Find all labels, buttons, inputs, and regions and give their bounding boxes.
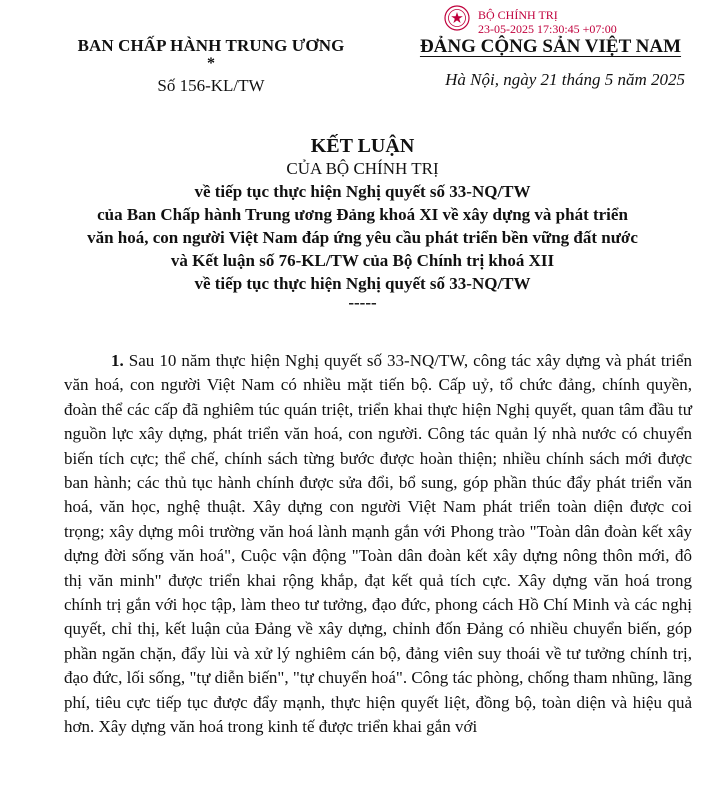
party-name: ĐẢNG CỘNG SẢN VIỆT NAM bbox=[419, 36, 682, 57]
document-number: Số 156-KL/TW bbox=[157, 76, 265, 95]
national-header bbox=[398, 36, 703, 90]
place-and-date: Hà Nội, ngày 21 tháng 5 năm 2025 bbox=[445, 70, 685, 89]
national-emblem-seal-icon bbox=[444, 5, 470, 31]
subject-line-2: của Ban Chấp hành Trung ương Đảng khoá XI về xây dựng và phát triển bbox=[97, 205, 628, 224]
subject-line-3: văn hoá, con người Việt Nam đáp ứng yêu cầu phát triển bền vững đất nước bbox=[87, 228, 638, 247]
subject-line-4: và Kết luận số 76-KL/TW của Bộ Chính trị khoá XII bbox=[170, 251, 555, 270]
subject-line-5: về tiếp tục thực hiện Nghị quyết số 33-NQ/TW bbox=[194, 274, 531, 293]
body-paragraph-1 bbox=[64, 349, 692, 740]
document-type: KẾT LUẬN bbox=[310, 135, 415, 157]
issuing-body-header bbox=[50, 36, 372, 96]
issuing-body-name: BAN CHẤP HÀNH TRUNG ƯƠNG bbox=[77, 36, 345, 55]
document-issuer: CỦA BỘ CHÍNH TRỊ bbox=[286, 159, 439, 178]
stamp-timestamp: 23-05-2025 17:30:45 +07:00 bbox=[478, 22, 617, 36]
subject-line-1: về tiếp tục thực hiện Nghị quyết số 33-NQ/TW bbox=[194, 182, 531, 201]
paragraph-text: Sau 10 năm thực hiện Nghị quyết số 33-NQ/TW, công tác xây dựng và phát triển văn hoá, con người Việt Nam có nhiều mặt tiến bộ. Cấp uỷ, tổ chức đảng, chính quyền, đoàn thể các cấp đã nghiêm túc quán triệt, triển khai thực hiện Nghị quyết, quan tâm đầu tư nguồn lực xây dựng, phát triển văn hoá, con người. Công tác quản lý nhà nước có chuyển biến tích cực; thể chế, chính sách từng bước được hoàn thiện; nhiều chính sách mới được ban hành; các thủ tục hành chính được sửa đổi, bổ sung, góp phần thúc đẩy phát triển văn hoá, văn học, nghệ thuật. Xây dựng con người Việt Nam phát triển toàn diện được coi trọng; xây dựng môi trường văn hoá lành mạnh gắn với Phong trào "Toàn dân đoàn kết xây dựng đời sống văn hoá", Cuộc vận động "Toàn dân đoàn kết xây dựng nông thôn mới, đô thị văn minh" được triển khai rộng khắp, đạt kết quả tích cực. Xây dựng văn hoá trong chính trị gắn với học tập, làm theo tư tưởng, đạo đức, phong cách Hồ Chí Minh và các nghị quyết, chỉ thị, kết luận của Đảng về xây dựng, chỉnh đốn Đảng có nhiều chuyển biến, góp phần ngăn chặn, đẩy lùi và xử lý nghiêm cán bộ, đảng viên suy thoái về tư tưởng chính trị, đạo đức, lối sống, "tự diễn biến", "tự chuyển hoá". Công tác phòng, chống tham nhũng, lãng phí, tiêu cực tiếp tục được đẩy mạnh, thực hiện quyết liệt, đồng bộ, toàn diện và hiệu quả hơn. Xây dựng văn hoá trong kinh tế được triển khai gắn với bbox=[64, 351, 693, 737]
title-separator: ----- bbox=[348, 293, 377, 312]
paragraph-number: 1. bbox=[111, 351, 124, 370]
document-title-block bbox=[40, 134, 685, 311]
stamp-text bbox=[478, 8, 617, 36]
header-star: * bbox=[207, 55, 215, 72]
stamp-org: BỘ CHÍNH TRỊ bbox=[478, 8, 558, 22]
